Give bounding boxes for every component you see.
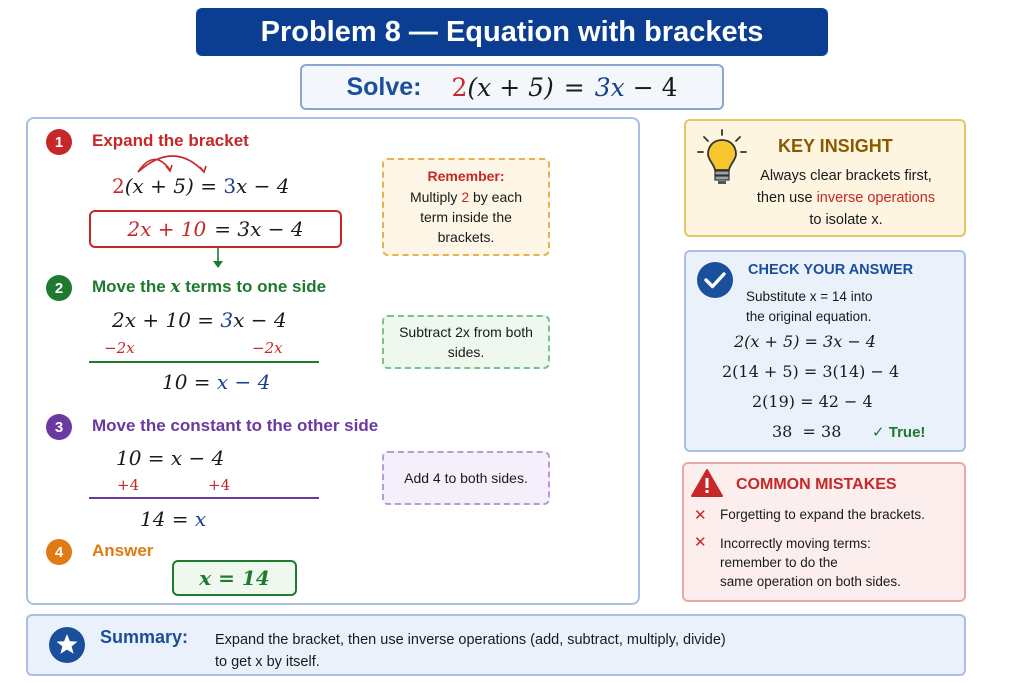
step-1-badge: 1 bbox=[46, 129, 72, 155]
true-label: ✓ True! bbox=[872, 424, 926, 441]
solve-equals: = bbox=[563, 72, 585, 102]
checkmark-circle-icon bbox=[696, 261, 734, 299]
step-2-subtract-right: −2x bbox=[252, 339, 283, 357]
x-mark-icon: ✕ bbox=[694, 507, 707, 524]
key-insight-text: Always clear brackets first, then use inverse operations to isolate x. bbox=[756, 168, 936, 228]
step-3-note: Add 4 to both sides. bbox=[382, 451, 550, 505]
step-3-divider bbox=[89, 497, 319, 499]
solve-label: Solve: bbox=[346, 72, 422, 101]
warning-icon bbox=[690, 468, 724, 498]
down-arrow-icon bbox=[211, 248, 225, 270]
step-3-add-right: +4 bbox=[208, 476, 231, 494]
step-2-equation: 2x + 10 = 3x − 4 bbox=[112, 308, 287, 332]
check-answer-instructions: Substitute x = 14 into the original equation. bbox=[746, 289, 873, 324]
answer-box bbox=[172, 560, 297, 596]
step-4-badge: 4 bbox=[46, 539, 72, 565]
solve-coef: 2 bbox=[451, 72, 468, 102]
step-3-equation: 10 = x − 4 bbox=[116, 446, 225, 470]
x-mark-icon: ✕ bbox=[694, 534, 707, 551]
summary-label: Summary: bbox=[100, 627, 189, 647]
step-4-title: Answer bbox=[92, 541, 154, 560]
step-3-add-left: +4 bbox=[117, 476, 140, 494]
star-circle-icon bbox=[48, 626, 86, 664]
step-2-note: Subtract 2x from both sides. bbox=[382, 315, 550, 369]
step-2-badge: 2 bbox=[46, 275, 72, 301]
check-answer-title: CHECK YOUR ANSWER bbox=[748, 262, 914, 278]
step-3-result: 14 = x bbox=[140, 507, 207, 531]
page-title: Problem 8 — Equation with brackets bbox=[196, 8, 828, 56]
step-3-title: Move the constant to the other side bbox=[92, 416, 379, 435]
step-1-result-box bbox=[89, 210, 342, 248]
mistake-item: Forgetting to expand the brackets. bbox=[720, 507, 925, 522]
summary-text: Expand the bracket, then use inverse operations (add, subtract, multiply, divide) to get x by itself. bbox=[215, 632, 726, 670]
step-3-badge: 3 bbox=[46, 414, 72, 440]
solve-box bbox=[300, 64, 724, 110]
solve-rhs-coef: 3x bbox=[594, 72, 625, 102]
step-1-result-rhs: = 3x − 4 bbox=[214, 217, 304, 241]
step-1-title: Expand the bracket bbox=[92, 131, 249, 150]
step-1-note: Remember: Multiply 2 by each term inside the brackets. bbox=[382, 158, 550, 256]
common-mistakes-title: COMMON MISTAKES bbox=[736, 476, 897, 493]
check-eq-4: 38 = 38 bbox=[772, 422, 842, 441]
check-eq-1: 2(x + 5) = 3x − 4 bbox=[734, 332, 876, 351]
step-2-subtract-left: −2x bbox=[104, 339, 135, 357]
step-2-result: 10 = x − 4 bbox=[162, 370, 271, 394]
step-1-equation: 2(x + 5) = 3x − 4 bbox=[112, 174, 290, 198]
check-eq-2: 2(14 + 5) = 3(14) − 4 bbox=[722, 362, 900, 381]
key-insight-title: KEY INSIGHT bbox=[778, 136, 893, 156]
solve-lhs: (x + 5) bbox=[467, 72, 554, 102]
mistake-item: Incorrectly moving terms: remember to do the same operation on both sides. bbox=[720, 536, 901, 590]
answer-value: x = 14 bbox=[199, 566, 270, 590]
solve-rhs-rest: − 4 bbox=[632, 72, 678, 102]
step-2-title: Move the x terms to one side bbox=[92, 277, 327, 297]
step-1-result-lhs: 2x + 10 bbox=[127, 217, 207, 241]
check-eq-3: 2(19) = 42 − 4 bbox=[752, 392, 873, 411]
step-2-divider bbox=[89, 361, 319, 363]
